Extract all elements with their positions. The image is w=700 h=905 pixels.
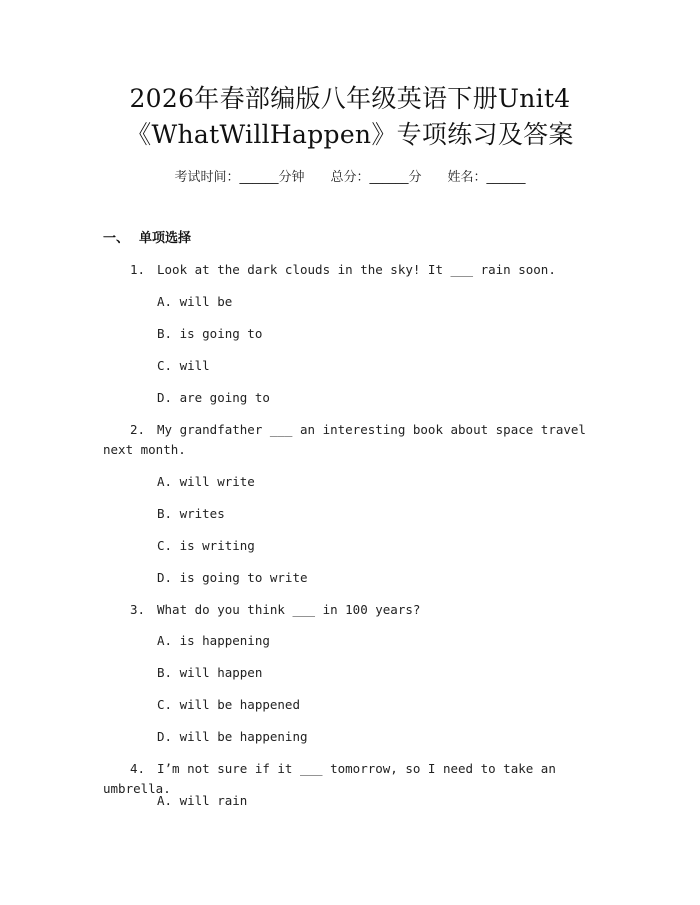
- question-4-option-a: A. will rain: [157, 793, 248, 808]
- document-title-line-1: 2026年春部编版八年级英语下册Unit4: [129, 84, 571, 113]
- question-text: What do you think ___ in 100 years?: [157, 602, 421, 617]
- name-field: 姓名：______: [447, 170, 526, 185]
- section-heading: [103, 229, 191, 249]
- question-3-option-d: D. will be happening: [157, 729, 308, 744]
- question-number: 4.: [130, 761, 146, 776]
- question-2-option-d: D. is going to write: [157, 570, 308, 585]
- exam-info-line: [0, 168, 700, 188]
- question-1-option-a: A. will be: [157, 294, 233, 309]
- question-1-option-b: B. is going to: [157, 326, 263, 341]
- question-2-option-b: B. writes: [157, 506, 225, 521]
- question-3-option-c: C. will be happened: [157, 697, 300, 712]
- question-2-option-a: A. will write: [157, 474, 255, 489]
- question-text: I’m not sure if it ___ tomorrow, so I need to take an umbrella.: [103, 761, 556, 796]
- question-1-option-c: C. will: [157, 358, 210, 373]
- section-title: 单项选择: [139, 231, 192, 246]
- question-2-option-c: C. is writing: [157, 538, 255, 553]
- question-number: 2.: [130, 422, 146, 437]
- document-title-line-2: 《WhatWillHappen》专项练习及答案: [126, 120, 574, 149]
- section-number: 一、: [103, 231, 130, 246]
- question-1-option-d: D. are going to: [157, 390, 270, 405]
- total-score-field: 总分：______分: [330, 170, 422, 185]
- question-2: [103, 420, 593, 460]
- question-3-option-a: A. is happening: [157, 633, 270, 648]
- question-3-option-b: B. will happen: [157, 665, 263, 680]
- question-number: 1.: [130, 262, 146, 277]
- exam-time-field: 考试时间：______分钟: [174, 170, 305, 185]
- question-text: Look at the dark clouds in the sky! It ___ rain soon.: [157, 262, 556, 277]
- question-number: 3.: [130, 602, 146, 617]
- question-1: [103, 260, 593, 280]
- question-3: [103, 600, 593, 620]
- question-text: My grandfather ___ an interesting book about space travel next month.: [103, 422, 586, 457]
